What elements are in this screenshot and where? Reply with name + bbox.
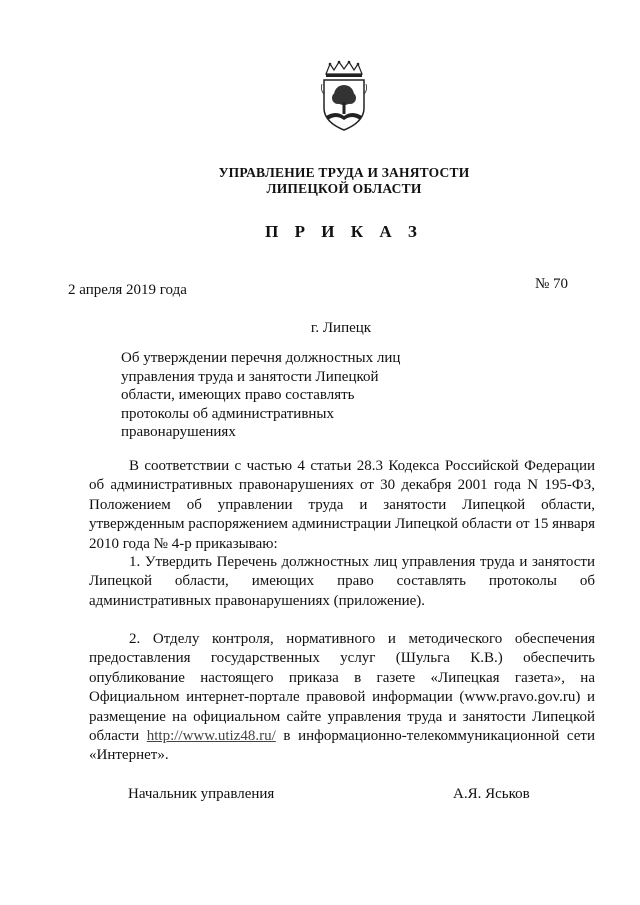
website-link[interactable]: http://www.utiz48.ru/ xyxy=(146,728,276,745)
document-city: г. Липецк xyxy=(310,320,372,336)
signature-position: Начальник управления xyxy=(128,786,275,802)
body-paragraph-1: В соответствии с частью 4 статьи 28.3 Кодекса Российской Федерации об административных правонарушениях от 30 декабря 2001 года N 195-ФЗ, Положением об управлении труда и занятости Липецкой области, утвержденным распоряжением администрации Липецкой области от 15 января 2010 года № 4-р приказываю: xyxy=(89,458,595,552)
document-number: № 70 xyxy=(535,276,569,292)
document-subject: Об утверждении перечня должностных лиц управления труда и занятости Липецкой области, имеющих право составлять протоколы об административных правонарушениях xyxy=(121,350,401,440)
signature-name: А.Я. Яськов xyxy=(453,786,530,802)
lipetsk-coat-of-arms-icon xyxy=(318,60,370,132)
document-type-title: П Р И К А З xyxy=(265,222,423,241)
paragraph-3-text-after: в информационно-телекоммуникационной сети «Интернет». xyxy=(89,728,595,764)
body-paragraph-2: 1. Утвердить Перечень должностных лиц управления труда и занятости Липецкой области, имеющих право составлять протоколы об административных правонарушениях (приложение). xyxy=(89,554,595,609)
document-date: 2 апреля 2019 года xyxy=(68,282,187,298)
body-paragraph-3 xyxy=(89,630,595,766)
org-name-line1: УПРАВЛЕНИЕ ТРУДА И ЗАНЯТОСТИ xyxy=(218,165,470,180)
paragraph-3-text-before: 2. Отделу контроля, нормативного и методического обеспечения предоставления государственных услуг (Шульга К.В.) обеспечить опубликование настоящего приказа в газете «Липецкая газета», на Официальном интернет-портале правовой информации (www.pravo.gov.ru) и размещение на официальном сайте управления труда и занятости Липецкой области xyxy=(89,631,595,745)
org-name-line2: ЛИПЕЦКОЙ ОБЛАСТИ xyxy=(266,181,422,196)
